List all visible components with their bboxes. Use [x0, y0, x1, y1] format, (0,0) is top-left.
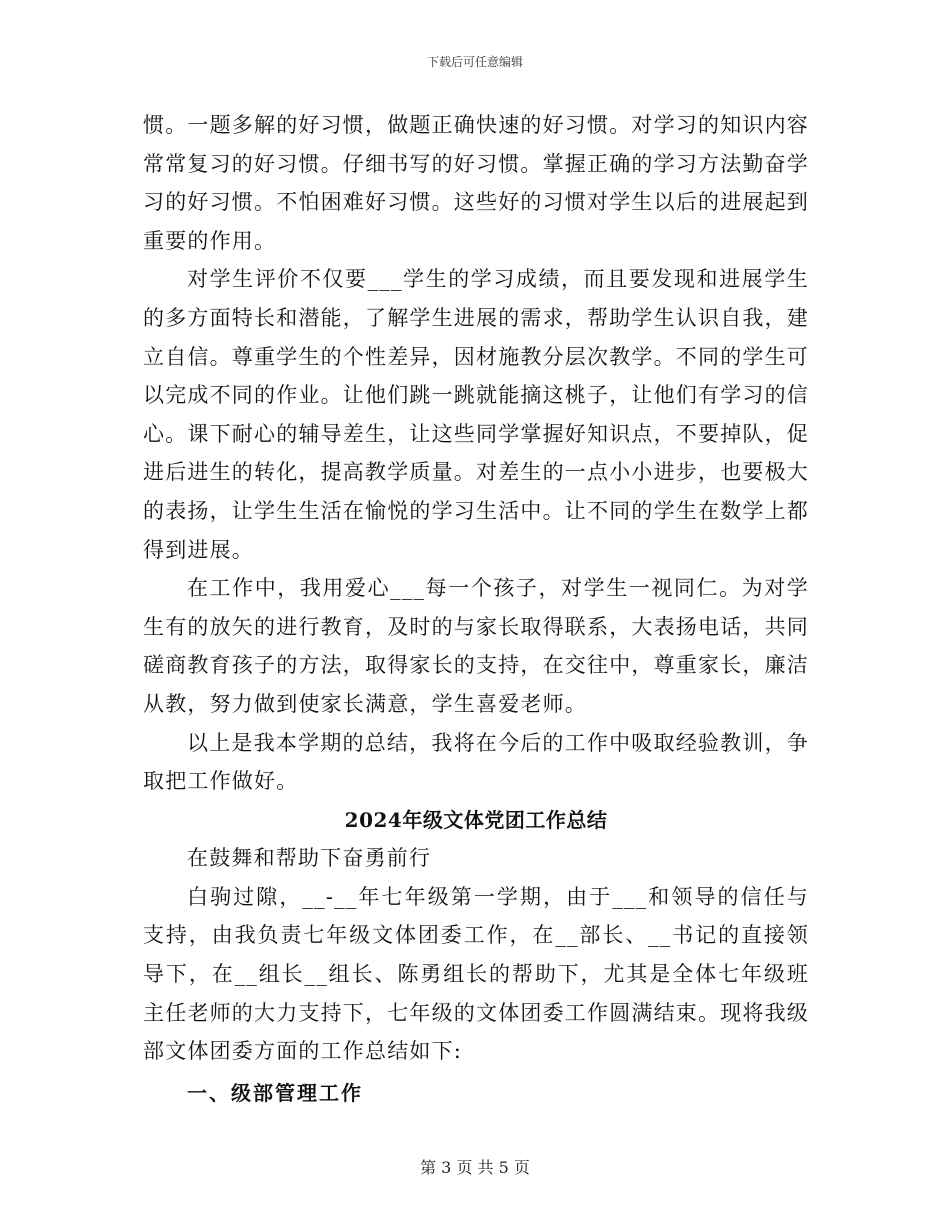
page-header-note: 下载后可任意编辑	[426, 55, 523, 69]
paragraph-intro: 白驹过隙，__-__年七年级第一学期，由于___和领导的信任与支持，由我负责七年级文体团委工作，在__部长、__书记的直接领导下，在__组长__组长、陈勇组长的帮助下，尤其是全体七年级班主任老师的大力支持下，七年级的文体团委工作圆满结束。现将我级部文体团委方面的工作总结如下:	[143, 884, 809, 1064]
section-subtitle: 在鼓舞和帮助下奋勇前行	[187, 846, 432, 871]
document-body	[143, 106, 809, 1113]
paragraph-habits: 惯。一题多解的好习惯，做题正确快速的好习惯。对学习的知识内容常常复习的好习惯。仔细书写的好习惯。掌握正确的学习方法勤奋学习的好习惯。不怕困难好习惯。这些好的习惯对学生以后的进展起到重要的作用。	[143, 113, 809, 253]
section-title: 2024年级文体党团工作总结	[344, 807, 608, 832]
paragraph-work-care: 在工作中，我用爱心___每一个孩子，对学生一视同仁。为对学生有的放矢的进行教育，及时的与家长取得联系，大表扬电话，共同磋商教育孩子的方法，取得家长的支持，在交往中，尊重家长，廉洁从教，努力做到使家长满意，学生喜爱老师。	[143, 576, 809, 716]
paragraph-conclusion: 以上是我本学期的总结，我将在今后的工作中吸取经验教训，争取把工作做好。	[143, 730, 809, 794]
page-number: 第 3 页 共 5 页	[420, 1158, 530, 1177]
subheading-management: 一、级部管理工作	[187, 1080, 363, 1105]
paragraph-evaluation: 对学生评价不仅要___学生的学习成绩，而且要发现和进展学生的多方面特长和潜能，了解学生进展的需求，帮助学生认识自我，建立自信。尊重学生的个性差异，因材施教分层次教学。不同的学生可以完成不同的作业。让他们跳一跳就能摘这桃子，让他们有学习的信心。课下耐心的辅导差生，让这些同学掌握好知识点，不要掉队，促进后进生的转化，提高教学质量。对差生的一点小小进步，也要极大的表扬，让学生生活在愉悦的学习生活中。让不同的学生在数学上都得到进展。	[143, 267, 809, 562]
